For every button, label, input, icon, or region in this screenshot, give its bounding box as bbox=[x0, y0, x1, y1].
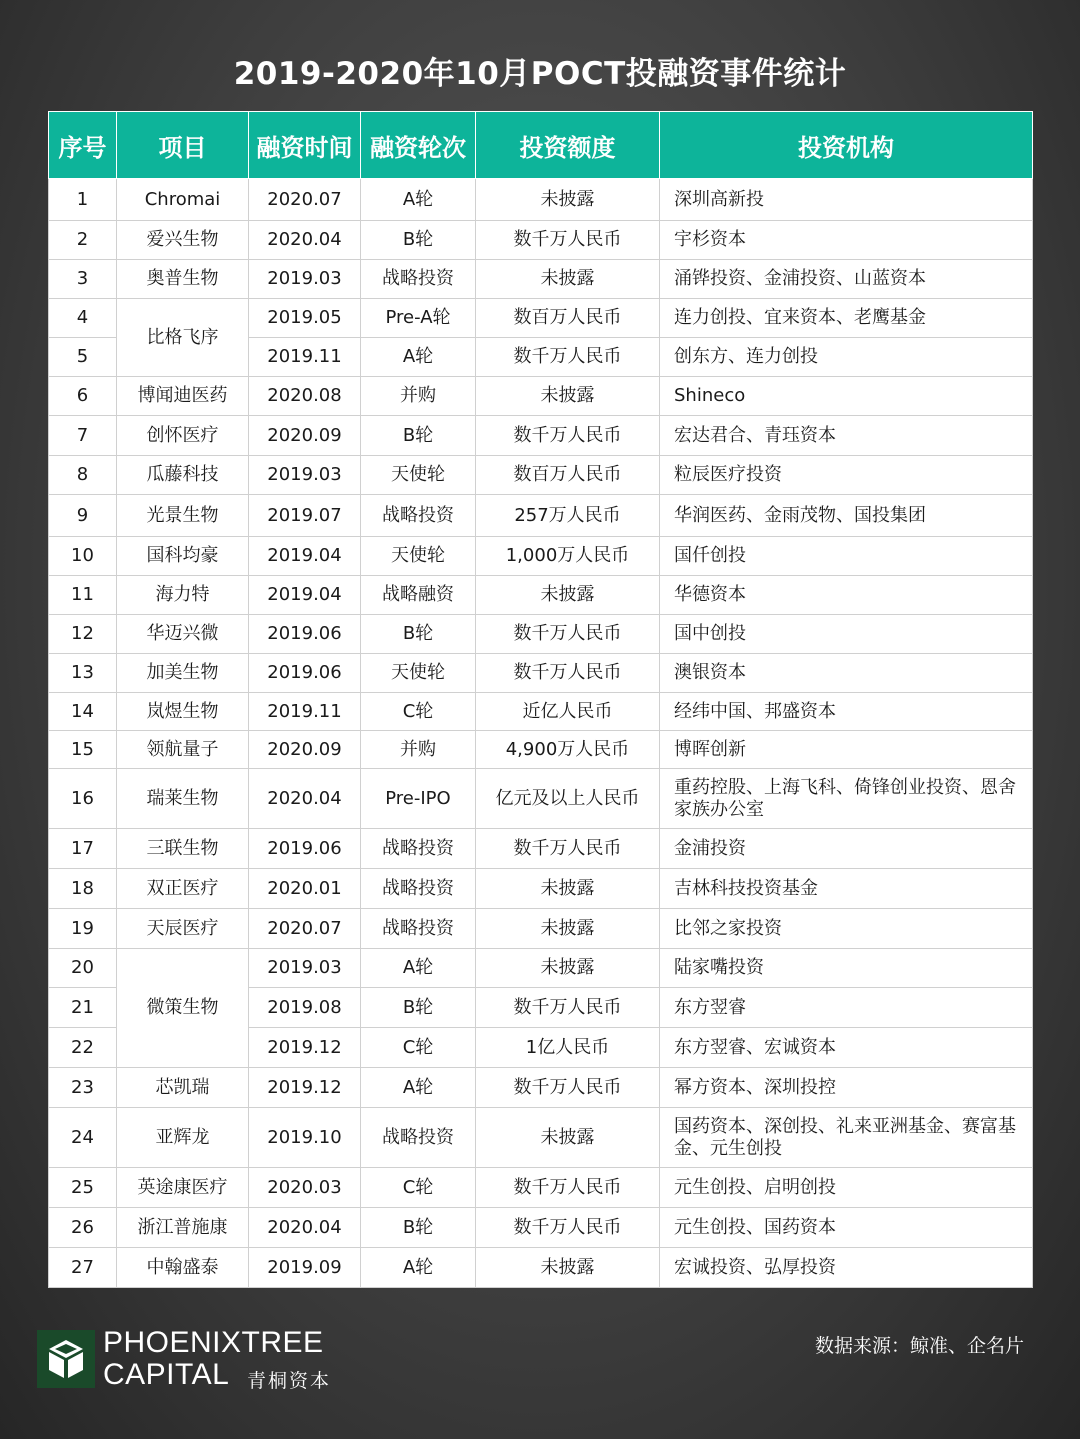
cell-round: 战略投资 bbox=[361, 1108, 476, 1168]
cell-investors: 涌铧投资、金浦投资、山蓝资本 bbox=[660, 260, 1033, 299]
cell-no: 11 bbox=[49, 576, 117, 615]
cell-investors: 粒辰医疗投资 bbox=[660, 456, 1033, 495]
cell-no: 22 bbox=[49, 1028, 117, 1068]
table-row bbox=[49, 377, 1033, 416]
table-row bbox=[49, 416, 1033, 456]
table-row bbox=[49, 1108, 1033, 1168]
cell-round: 战略投资 bbox=[361, 909, 476, 949]
cell-round: 战略投资 bbox=[361, 495, 476, 537]
cell-round: C轮 bbox=[361, 1168, 476, 1208]
cell-investors: 华润医药、金雨茂物、国投集团 bbox=[660, 495, 1033, 537]
logo-text-line2: CAPITAL bbox=[103, 1358, 230, 1391]
cell-date: 2020.04 bbox=[249, 769, 361, 829]
cell-no: 24 bbox=[49, 1108, 117, 1168]
table-row bbox=[49, 1068, 1033, 1108]
cell-amount: 257万人民币 bbox=[476, 495, 660, 537]
cell-no: 23 bbox=[49, 1068, 117, 1108]
cell-date: 2019.05 bbox=[249, 299, 361, 338]
cell-date: 2020.03 bbox=[249, 1168, 361, 1208]
cell-date: 2020.04 bbox=[249, 1208, 361, 1248]
cell-round: A轮 bbox=[361, 179, 476, 221]
cell-investors: 东方翌睿 bbox=[660, 988, 1033, 1028]
table-header-row bbox=[49, 112, 1033, 179]
table-row bbox=[49, 693, 1033, 731]
cell-investors: 幂方资本、深圳投控 bbox=[660, 1068, 1033, 1108]
header-project: 项目 bbox=[117, 112, 249, 179]
cell-date: 2019.06 bbox=[249, 615, 361, 654]
table-body bbox=[49, 179, 1033, 1288]
cell-amount: 数千万人民币 bbox=[476, 988, 660, 1028]
cell-no: 4 bbox=[49, 299, 117, 338]
company-logo bbox=[37, 1326, 357, 1392]
cell-project: 华迈兴微 bbox=[117, 615, 249, 654]
table-row bbox=[49, 869, 1033, 909]
cell-project: 双正医疗 bbox=[117, 869, 249, 909]
cell-round: A轮 bbox=[361, 1068, 476, 1108]
cell-date: 2020.07 bbox=[249, 909, 361, 949]
cell-date: 2019.10 bbox=[249, 1108, 361, 1168]
cell-investors: 宏达君合、青珏资本 bbox=[660, 416, 1033, 456]
table-row bbox=[49, 456, 1033, 495]
cell-amount: 亿元及以上人民币 bbox=[476, 769, 660, 829]
cell-date: 2019.12 bbox=[249, 1028, 361, 1068]
cell-round: A轮 bbox=[361, 1248, 476, 1288]
table-row bbox=[49, 909, 1033, 949]
cell-project: 比格飞序 bbox=[117, 299, 249, 377]
cell-investors: 宇杉资本 bbox=[660, 221, 1033, 260]
cell-investors: 经纬中国、邦盛资本 bbox=[660, 693, 1033, 731]
page-title: 2019-2020年10月POCT投融资事件统计 bbox=[233, 56, 847, 92]
header-investors: 投资机构 bbox=[660, 112, 1033, 179]
cell-no: 10 bbox=[49, 537, 117, 576]
cell-amount: 数千万人民币 bbox=[476, 829, 660, 869]
cell-round: C轮 bbox=[361, 693, 476, 731]
cell-amount: 数千万人民币 bbox=[476, 416, 660, 456]
cell-date: 2019.11 bbox=[249, 693, 361, 731]
cell-round: B轮 bbox=[361, 988, 476, 1028]
cell-amount: 未披露 bbox=[476, 576, 660, 615]
cell-project: 海力特 bbox=[117, 576, 249, 615]
cell-date: 2020.01 bbox=[249, 869, 361, 909]
cell-project: 英途康医疗 bbox=[117, 1168, 249, 1208]
cell-no: 19 bbox=[49, 909, 117, 949]
logo-text-chinese: 青桐资本 bbox=[247, 1370, 332, 1392]
cell-project: 岚煜生物 bbox=[117, 693, 249, 731]
cell-project: 瓜藤科技 bbox=[117, 456, 249, 495]
cell-project: 微策生物 bbox=[117, 949, 249, 1068]
cell-project: 国科均豪 bbox=[117, 537, 249, 576]
cell-date: 2019.08 bbox=[249, 988, 361, 1028]
table-row bbox=[49, 221, 1033, 260]
cell-amount: 数千万人民币 bbox=[476, 1208, 660, 1248]
cell-no: 25 bbox=[49, 1168, 117, 1208]
cell-amount: 数千万人民币 bbox=[476, 338, 660, 377]
cell-round: 战略融资 bbox=[361, 576, 476, 615]
cell-no: 21 bbox=[49, 988, 117, 1028]
table-row bbox=[49, 1208, 1033, 1248]
cell-project: 加美生物 bbox=[117, 654, 249, 693]
cell-investors: 连力创投、宜来资本、老鹰基金 bbox=[660, 299, 1033, 338]
cell-no: 20 bbox=[49, 949, 117, 988]
cell-no: 8 bbox=[49, 456, 117, 495]
cell-project: 光景生物 bbox=[117, 495, 249, 537]
cell-amount: 未披露 bbox=[476, 377, 660, 416]
cell-round: B轮 bbox=[361, 615, 476, 654]
cell-project: 领航量子 bbox=[117, 731, 249, 769]
cell-round: B轮 bbox=[361, 1208, 476, 1248]
cell-no: 2 bbox=[49, 221, 117, 260]
cell-date: 2019.06 bbox=[249, 829, 361, 869]
cell-round: 并购 bbox=[361, 731, 476, 769]
cell-investors: 重药控股、上海飞科、倚锋创业投资、恩舍家族办公室 bbox=[660, 769, 1033, 829]
cell-date: 2020.09 bbox=[249, 416, 361, 456]
table-row bbox=[49, 1168, 1033, 1208]
cell-amount: 1,000万人民币 bbox=[476, 537, 660, 576]
cell-no: 3 bbox=[49, 260, 117, 299]
cell-amount: 未披露 bbox=[476, 1248, 660, 1288]
cell-amount: 未披露 bbox=[476, 909, 660, 949]
data-source: 数据来源：鲸准、企名片 bbox=[814, 1335, 1024, 1357]
cell-date: 2020.04 bbox=[249, 221, 361, 260]
cell-investors: 国中创投 bbox=[660, 615, 1033, 654]
cell-date: 2019.03 bbox=[249, 456, 361, 495]
cell-no: 6 bbox=[49, 377, 117, 416]
cell-round: 并购 bbox=[361, 377, 476, 416]
cell-project: 芯凯瑞 bbox=[117, 1068, 249, 1108]
cell-no: 1 bbox=[49, 179, 117, 221]
table-row bbox=[49, 495, 1033, 537]
cell-round: 战略投资 bbox=[361, 829, 476, 869]
cell-amount: 未披露 bbox=[476, 949, 660, 988]
cell-date: 2020.09 bbox=[249, 731, 361, 769]
cell-investors: 博晖创新 bbox=[660, 731, 1033, 769]
cell-date: 2019.04 bbox=[249, 537, 361, 576]
cell-no: 26 bbox=[49, 1208, 117, 1248]
cell-no: 9 bbox=[49, 495, 117, 537]
cell-round: 天使轮 bbox=[361, 456, 476, 495]
cell-amount: 1亿人民币 bbox=[476, 1028, 660, 1068]
cell-amount: 数千万人民币 bbox=[476, 615, 660, 654]
cell-investors: 陆家嘴投资 bbox=[660, 949, 1033, 988]
cell-no: 16 bbox=[49, 769, 117, 829]
cell-project: 中翰盛泰 bbox=[117, 1248, 249, 1288]
cell-round: 战略投资 bbox=[361, 260, 476, 299]
table-row bbox=[49, 829, 1033, 869]
cell-round: Pre-IPO bbox=[361, 769, 476, 829]
header-no: 序号 bbox=[49, 112, 117, 179]
table-row bbox=[49, 949, 1033, 988]
table-row bbox=[49, 731, 1033, 769]
logo-text-line1: PHOENIXTREE bbox=[103, 1326, 324, 1359]
cell-date: 2019.11 bbox=[249, 338, 361, 377]
cell-investors: 东方翌睿、宏诚资本 bbox=[660, 1028, 1033, 1068]
cell-investors: 国药资本、深创投、礼来亚洲基金、赛富基金、元生创投 bbox=[660, 1108, 1033, 1168]
table-row bbox=[49, 179, 1033, 221]
cell-investors: 澳银资本 bbox=[660, 654, 1033, 693]
cell-amount: 未披露 bbox=[476, 179, 660, 221]
cell-amount: 未披露 bbox=[476, 869, 660, 909]
cell-amount: 数百万人民币 bbox=[476, 299, 660, 338]
cell-round: A轮 bbox=[361, 338, 476, 377]
header-date: 融资时间 bbox=[249, 112, 361, 179]
cell-no: 18 bbox=[49, 869, 117, 909]
table-row bbox=[49, 260, 1033, 299]
cell-no: 27 bbox=[49, 1248, 117, 1288]
cell-project: 博闻迪医药 bbox=[117, 377, 249, 416]
table-row bbox=[49, 1248, 1033, 1288]
cell-round: C轮 bbox=[361, 1028, 476, 1068]
cell-amount: 数千万人民币 bbox=[476, 1168, 660, 1208]
cell-round: Pre-A轮 bbox=[361, 299, 476, 338]
cell-no: 5 bbox=[49, 338, 117, 377]
cell-date: 2019.03 bbox=[249, 260, 361, 299]
cell-date: 2019.06 bbox=[249, 654, 361, 693]
cell-project: 创怀医疗 bbox=[117, 416, 249, 456]
cell-no: 17 bbox=[49, 829, 117, 869]
cell-no: 15 bbox=[49, 731, 117, 769]
cell-project: 天辰医疗 bbox=[117, 909, 249, 949]
cell-investors: 国仟创投 bbox=[660, 537, 1033, 576]
cell-investors: 宏诚投资、弘厚投资 bbox=[660, 1248, 1033, 1288]
cell-round: B轮 bbox=[361, 416, 476, 456]
cell-no: 7 bbox=[49, 416, 117, 456]
cell-investors: 金浦投资 bbox=[660, 829, 1033, 869]
cell-amount: 未披露 bbox=[476, 260, 660, 299]
cell-project: 爱兴生物 bbox=[117, 221, 249, 260]
cell-no: 12 bbox=[49, 615, 117, 654]
cell-round: 天使轮 bbox=[361, 654, 476, 693]
cell-date: 2019.12 bbox=[249, 1068, 361, 1108]
table-row bbox=[49, 769, 1033, 829]
cell-project: 亚辉龙 bbox=[117, 1108, 249, 1168]
cell-date: 2019.07 bbox=[249, 495, 361, 537]
header-round: 融资轮次 bbox=[361, 112, 476, 179]
cell-amount: 数百万人民币 bbox=[476, 456, 660, 495]
cell-round: 战略投资 bbox=[361, 869, 476, 909]
table-row bbox=[49, 576, 1033, 615]
cell-round: A轮 bbox=[361, 949, 476, 988]
cell-investors: 元生创投、国药资本 bbox=[660, 1208, 1033, 1248]
cell-date: 2020.08 bbox=[249, 377, 361, 416]
logo-cube-icon bbox=[37, 1330, 95, 1388]
cell-investors: 创东方、连力创投 bbox=[660, 338, 1033, 377]
table-row bbox=[49, 299, 1033, 338]
cell-no: 14 bbox=[49, 693, 117, 731]
investment-table bbox=[48, 111, 1033, 1288]
table-row bbox=[49, 537, 1033, 576]
cell-date: 2020.07 bbox=[249, 179, 361, 221]
cell-investors: 比邻之家投资 bbox=[660, 909, 1033, 949]
cell-no: 13 bbox=[49, 654, 117, 693]
cell-investors: 元生创投、启明创投 bbox=[660, 1168, 1033, 1208]
cell-amount: 未披露 bbox=[476, 1108, 660, 1168]
cell-date: 2019.03 bbox=[249, 949, 361, 988]
cell-project: 瑞莱生物 bbox=[117, 769, 249, 829]
cell-amount: 近亿人民币 bbox=[476, 693, 660, 731]
cell-amount: 4,900万人民币 bbox=[476, 731, 660, 769]
cell-investors: 华德资本 bbox=[660, 576, 1033, 615]
cell-project: 浙江普施康 bbox=[117, 1208, 249, 1248]
cell-amount: 数千万人民币 bbox=[476, 1068, 660, 1108]
cell-round: B轮 bbox=[361, 221, 476, 260]
cell-investors: Shineco bbox=[660, 377, 1033, 416]
cell-round: 天使轮 bbox=[361, 537, 476, 576]
cell-amount: 数千万人民币 bbox=[476, 221, 660, 260]
cell-project: 三联生物 bbox=[117, 829, 249, 869]
table-row bbox=[49, 654, 1033, 693]
cell-investors: 深圳高新投 bbox=[660, 179, 1033, 221]
cell-date: 2019.09 bbox=[249, 1248, 361, 1288]
cell-project: 奥普生物 bbox=[117, 260, 249, 299]
cell-project: Chromai bbox=[117, 179, 249, 221]
cell-amount: 数千万人民币 bbox=[476, 654, 660, 693]
cell-date: 2019.04 bbox=[249, 576, 361, 615]
investment-table-container bbox=[48, 111, 1032, 1288]
table-row bbox=[49, 615, 1033, 654]
header-amount: 投资额度 bbox=[476, 112, 660, 179]
cell-investors: 吉林科技投资基金 bbox=[660, 869, 1033, 909]
